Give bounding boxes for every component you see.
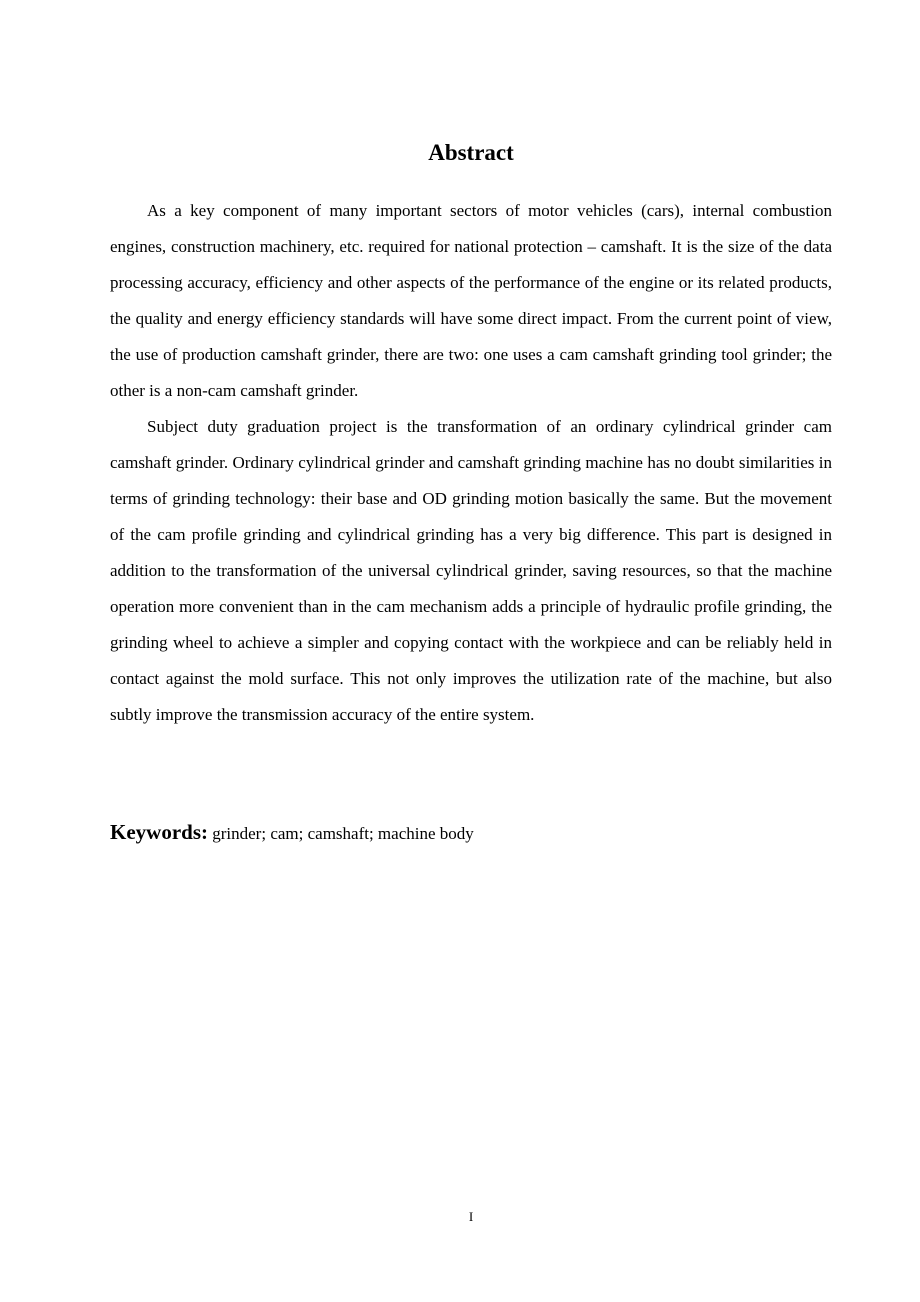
abstract-paragraph-1: As a key component of many important sectors of motor vehicles (cars), internal combustion engines, construction machinery, etc. required for national protection – camshaft. It is the size of the data processing accuracy, efficiency and other aspects of the performance of the engine or its related products, the quality and energy efficiency standards will have some direct impact. From the current point of view, the use of production camshaft grinder, there are two: one uses a cam camshaft grinding tool grinder; the other is a non-cam camshaft grinder. xyxy=(110,201,832,400)
abstract-paragraph-2: Subject duty graduation project is the transformation of an ordinary cylindrical grinder cam camshaft grinder. Ordinary cylindrical grinder and camshaft grinding machine has no doubt similarities in terms of grinding technology: their base and OD grinding motion basically the same. But the movement of the cam profile grinding and cylindrical grinding has a very big difference. This part is designed in addition to the transformation of the universal cylindrical grinder, saving resources, so that the machine operation more convenient than in the cam mechanism adds a principle of hydraulic profile grinding, the grinding wheel to achieve a simpler and copying contact with the workpiece and can be reliably held in contact against the mold surface. This not only improves the utilization rate of the machine, but also subtly improve the transmission accuracy of the entire system. xyxy=(110,417,832,724)
abstract-body xyxy=(110,193,832,733)
keywords-line xyxy=(110,816,832,850)
page-title: Abstract xyxy=(428,140,514,165)
keywords-text: grinder; cam; camshaft; machine body xyxy=(212,824,474,843)
page-number: I xyxy=(468,1209,474,1224)
keywords-label: Keywords: xyxy=(110,820,208,844)
